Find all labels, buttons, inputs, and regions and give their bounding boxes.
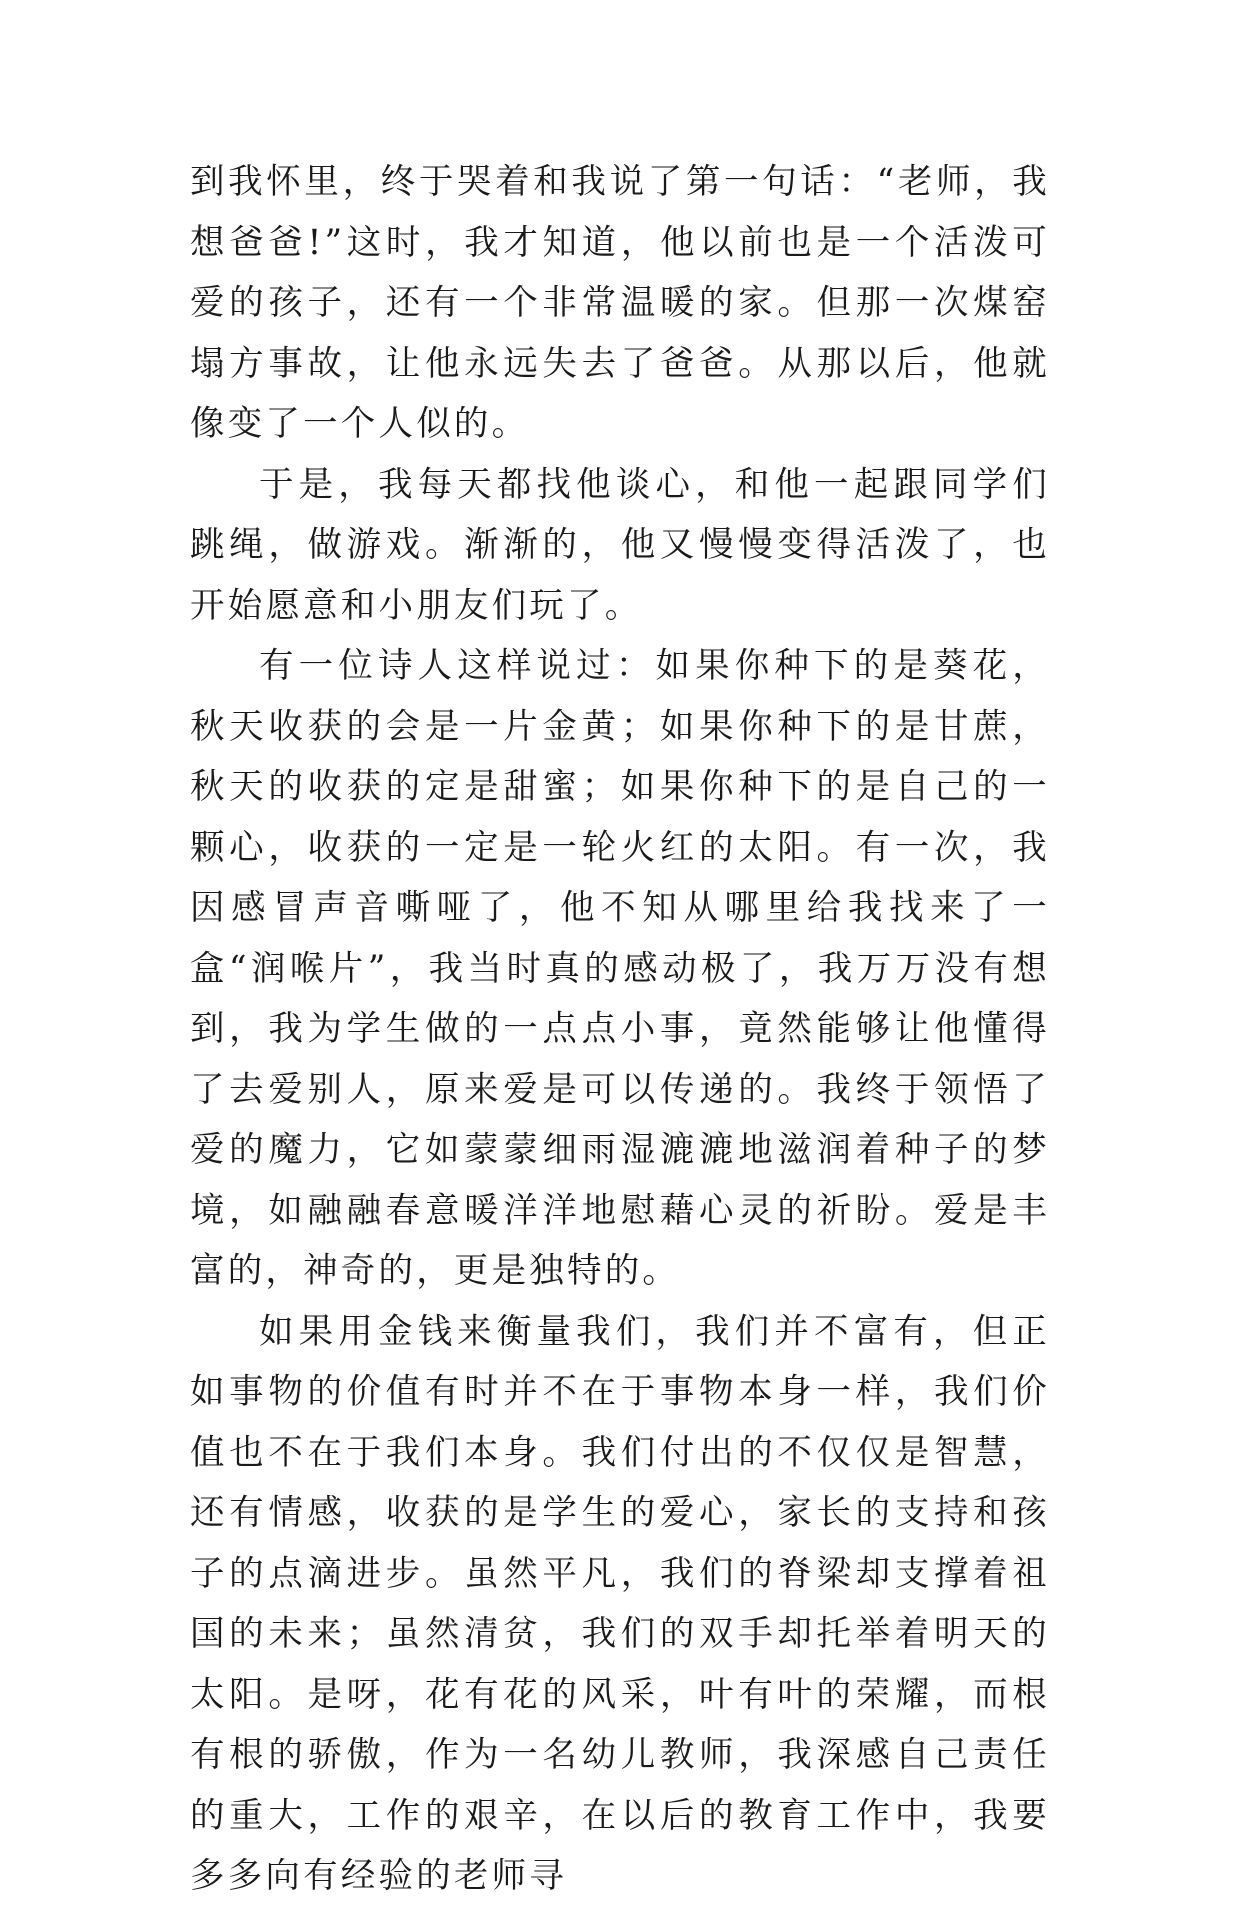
paragraph-4: 如果用金钱来衡量我们，我们并不富有，但正如事物的价值有时并不在于事物本身一样，我们价值也不在于我们本身。我们付出的不仅仅是智慧，还有情感，收获的是学生的爱心，家长的支持和孩子的点滴进步。虽然平凡，我们的脊梁却支撑着祖国的未来；虽然清贫，我们的双手却托举着明天的太阳。是呀，花有花的风采，叶有叶的荣耀，而根有根的骄傲，作为一名幼儿教师，我深感自己责任的重大，工作的艰辛，在以后的教育工作中，我要多多向有经验的老师寻	[190, 1311, 1050, 1896]
body-text	[190, 152, 1050, 1907]
paragraph-2: 于是，我每天都找他谈心，和他一起跟同学们跳绳，做游戏。渐渐的，他又慢慢变得活泼了，也开始愿意和小朋友们玩了。	[190, 464, 1050, 626]
paragraph-1: 到我怀里，终于哭着和我说了第一句话：“老师，我想爸爸!”这时，我才知道，他以前也是一个活泼可爱的孩子，还有一个非常温暖的家。但那一次煤窑塌方事故，让他永远失去了爸爸。从那以后，他就像变了一个人似的。	[190, 162, 1050, 444]
paragraph-3: 有一位诗人这样说过：如果你种下的是葵花，秋天收获的会是一片金黄；如果你种下的是甘蔗，秋天的收获的定是甜蜜；如果你种下的是自己的一颗心，收获的一定是一轮火红的太阳。有一次，我因感冒声音嘶哑了，他不知从哪里给我找来了一盒“润喉片”，我当时真的感动极了，我万万没有想到，我为学生做的一点点小事，竟然能够让他懂得了去爱别人，原来爱是可以传递的。我终于领悟了爱的魔力，它如蒙蒙细雨湿漉漉地滋润着种子的梦境，如融融春意暖洋洋地慰藉心灵的祈盼。爱是丰富的，神奇的，更是独特的。	[190, 646, 1050, 1291]
